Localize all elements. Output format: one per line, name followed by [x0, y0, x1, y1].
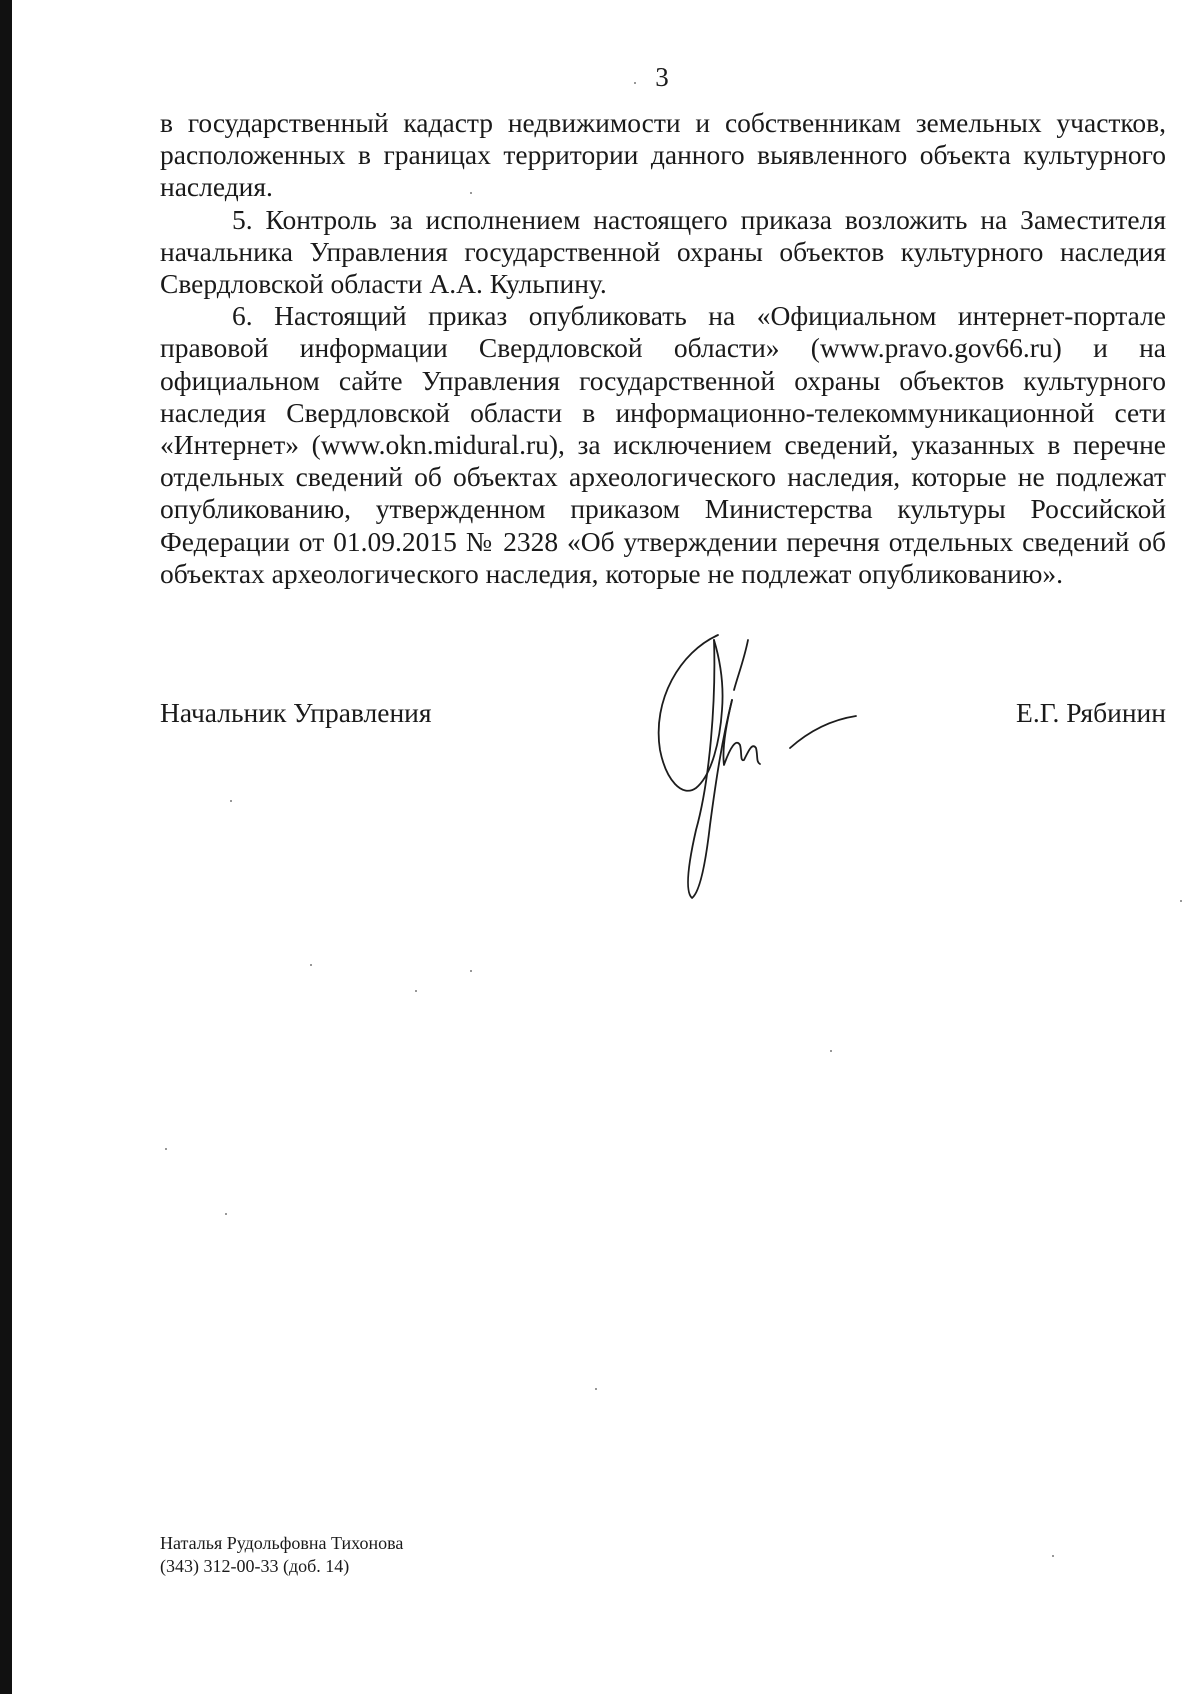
paragraph-item-6: 6. Настоящий приказ опубликовать на «Официальном интернет-портале правовой информации Свердловской области» (www.pravo.gov66.ru) и на официальном сайте Управления государственной охраны объектов культурного наследия Свердловской области в информационно-телекоммуникационной сети «Интернет» (www.okn.midural.ru), за исключением сведений, указанных в перечне отдельных сведений об объектах археологического наследия, которые не подлежат опубликованию, утвержденном приказом Министерства культуры Российской Федерации от 01.09.2015 № 2328 «Об утверждении перечня отдельных сведений об объектах археологического наследия, которые не подлежат опубликованию».	[160, 300, 1166, 589]
scan-speck	[595, 1388, 597, 1390]
scan-speck	[1180, 900, 1182, 902]
scan-speck	[415, 990, 417, 992]
page-number: 3	[655, 62, 669, 92]
scan-speck	[634, 82, 636, 84]
scan-speck	[830, 1050, 832, 1052]
scan-speck	[470, 192, 472, 194]
scan-speck	[225, 1213, 227, 1215]
signer-name: Е.Г. Рябинин	[1016, 697, 1166, 728]
scan-speck	[1052, 1555, 1054, 1557]
scan-edge	[0, 0, 12, 1694]
scan-speck	[230, 800, 232, 802]
executor-footer	[160, 1532, 403, 1578]
signer-position: Начальник Управления	[160, 697, 432, 728]
paragraph-continuation: в государственный кадастр недвижимости и собственникам земельных участков, расположенных в границах территории данного выявленного объекта культурного наследия.	[160, 107, 1166, 203]
executor-name: Наталья Рудольфовна Тихонова	[160, 1533, 404, 1553]
handwritten-signature	[640, 630, 880, 900]
document-body	[160, 107, 1166, 590]
paragraph-item-5: 5. Контроль за исполнением настоящего приказа возложить на Заместителя начальника Управления государственной охраны объектов культурного наследия Свердловской области А.А. Кульпину.	[160, 203, 1166, 300]
scan-speck	[470, 970, 472, 972]
executor-phone: (343) 312-00-33 (доб. 14)	[160, 1556, 350, 1576]
scan-speck	[310, 964, 312, 966]
scan-speck	[165, 1148, 167, 1150]
